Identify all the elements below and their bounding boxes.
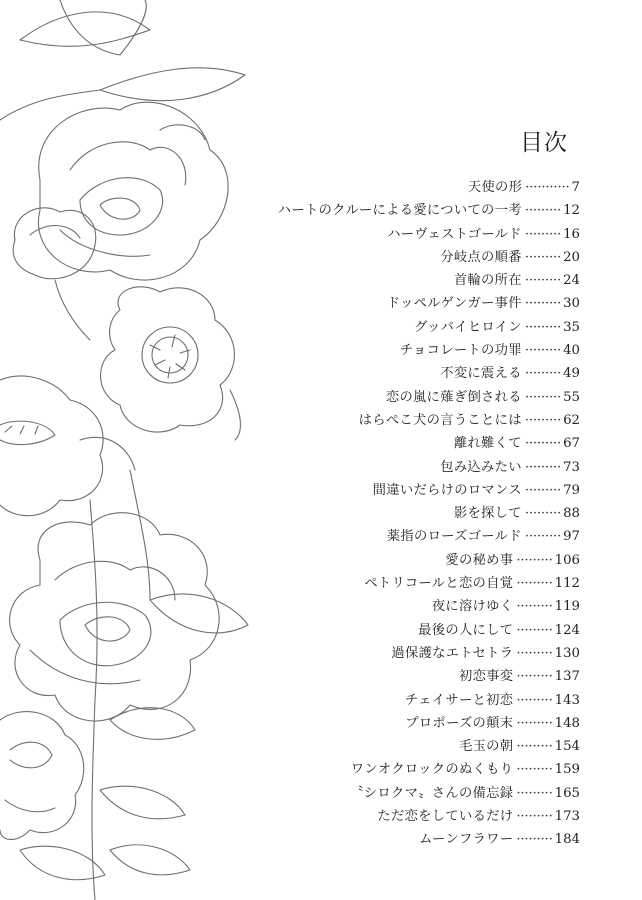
toc-entry-title: 分岐点の順番 [440,249,522,265]
toc-leader-dots: ········· [524,529,562,545]
toc-entry-page: 35 [563,319,580,335]
toc-leader-dots: ········· [516,762,553,778]
toc-leader-dots: ········· [516,669,553,685]
toc-entry-title: 不変に震える [440,366,522,382]
toc-entry [250,246,580,269]
toc-entry [250,619,580,642]
toc-leader-dots: ········· [524,226,562,242]
toc-entry-title: 過保護なエトセトラ [391,645,514,661]
toc-leader-dots: ········· [524,343,562,359]
toc-entry-page: 165 [554,785,580,801]
toc-entry [250,199,580,222]
toc-entry-title: ハートのクルーによる愛についての一考 [277,203,522,219]
toc-entry-page: 173 [554,809,580,825]
toc-entry [250,689,580,712]
toc-entry [250,316,580,339]
toc-entry [250,572,580,595]
toc-entry-page: 88 [563,506,580,522]
stem-2 [130,470,150,600]
toc-entry-page: 30 [563,296,580,312]
toc-leader-dots: ········· [524,482,562,498]
toc-leader-dots: ········· [524,249,562,265]
toc-entry [250,525,580,548]
toc-entry-title: 天使の形 [467,180,523,195]
peony-bloom-3 [0,376,135,516]
toc-entry [250,712,580,735]
toc-entry-title: 離れ難くて [453,436,522,452]
toc-entry-title: 最後の人にして [418,622,514,638]
toc-entry [250,339,580,362]
bottom-leaf-3 [110,845,190,875]
toc-entry [250,782,580,805]
toc-entry-title: ムーンフラワー [419,832,514,848]
peony-bloom-5 [0,712,84,840]
toc-heading: 目次 [520,130,568,156]
toc-entry-title: 包み込みたい [440,459,522,475]
peony-line-art-illustration [0,0,250,900]
top-stem [0,90,100,120]
bottom-leaf-1 [100,786,185,819]
toc-leader-dots: ········· [516,599,553,615]
toc-entry-page: 40 [563,343,580,359]
toc-entry-title: 間違いだらけのロマンス [372,482,522,498]
toc-entry [250,409,580,432]
toc-entry [250,176,580,199]
toc-entry-title: 初恋事変 [458,669,514,685]
peony-bloom-1 [38,102,228,280]
toc-entry-page: 7 [571,180,580,195]
toc-entry [250,362,580,385]
toc-entry [250,223,580,246]
toc-entry [250,269,580,292]
toc-leader-dots: ········· [524,436,562,452]
toc-leader-dots: ········· [516,552,553,568]
toc-entry-page: 62 [563,412,580,428]
toc-entry-title: 〝シロクマ〟さんの備忘録 [350,785,514,801]
toc-entry [250,642,580,665]
toc-entry-title: ドッペルゲンガー事件 [386,296,522,312]
toc-leader-dots: ········· [524,296,562,312]
toc-leader-dots: ········· [524,319,562,335]
toc-entry-page: 143 [554,692,580,708]
toc-entry [250,549,580,572]
toc-leader-dots: ········· [516,692,553,708]
toc-leader-dots: ········· [516,832,553,848]
toc-leader-dots: ········· [516,809,553,825]
toc-entry-page: 184 [554,832,580,848]
toc-entry-title: ハーヴェストゴールド [387,226,522,242]
toc-entry-title: プロポーズの顛末 [405,715,514,731]
toc-leader-dots: ········· [524,389,562,405]
toc-entry-page: 67 [563,436,580,452]
toc-entry [250,502,580,525]
toc-leader-dots: ········· [524,203,562,219]
toc-entry [250,292,580,315]
toc-leader-dots: ········· [516,622,553,638]
toc-entry-title: 愛の秘め事 [445,552,514,568]
toc-entry-title: 首輪の所在 [453,273,522,289]
toc-entry-title: 影を探して [453,506,522,522]
toc-leader-dots: ········· [516,715,553,731]
toc-entry-page: 148 [554,715,580,731]
toc-entry-page: 130 [554,645,580,661]
toc-entry-title: ただ恋をしているだけ [377,809,514,825]
toc-leader-dots: ········· [524,506,562,522]
stem-1 [90,500,97,900]
toc-leader-dots: ········· [516,785,553,801]
toc-entry-title: 薬指のローズゴールド [386,529,522,545]
toc-entry [250,479,580,502]
toc-entry-page: 124 [554,622,580,638]
toc-entry-title: 恋の嵐に薙ぎ倒される [385,389,522,405]
toc-leader-dots: ········· [516,645,553,661]
toc-entry-page: 154 [554,739,580,755]
toc-leader-dots: ········· [524,412,562,428]
toc-entry-page: 159 [554,762,580,778]
toc-entry-page: 24 [563,273,580,289]
toc-entry-page: 106 [554,552,580,568]
toc-entry-page: 12 [563,203,580,219]
toc-entry [250,386,580,409]
toc-leader-dots: ········· [524,459,562,475]
toc-entry-page: 55 [563,389,580,405]
toc-entry-title: ペトリコールと恋の自覚 [364,576,514,592]
toc-entry-title: チェイサーと初恋 [404,692,514,708]
toc-entry-title: はらぺこ犬の言うことには [358,412,522,428]
toc-leader-dots: ··········· [525,180,570,195]
toc-leader-dots: ········· [516,739,553,755]
toc-entry [250,456,580,479]
lower-leaf-1 [150,594,248,633]
toc-entry-page: 112 [554,576,580,592]
toc-entry-page: 16 [563,226,580,242]
toc-entry-page: 73 [563,459,580,475]
table-of-contents [250,176,580,852]
toc-leader-dots: ········· [524,366,562,382]
toc-entry-page: 119 [554,599,580,615]
toc-entry-page: 20 [563,249,580,265]
peony-bloom-4 [10,513,220,721]
top-leaf-2 [100,68,245,101]
toc-entry-title: ワンオクロックのぬくもり [350,762,514,778]
toc-entry [250,735,580,758]
toc-entry-page: 79 [563,482,580,498]
toc-entry-title: グッバイヒロイン [414,319,522,335]
toc-entry-page: 97 [563,529,580,545]
toc-entry [250,758,580,781]
toc-entry [250,595,580,618]
toc-entry [250,432,580,455]
toc-entry-title: チョコレートの功罪 [399,343,522,359]
toc-entry [250,828,580,851]
toc-entry-page: 49 [563,366,580,382]
peony-bloom-2 [101,287,241,440]
toc-entry-title: 夜に溶けゆく [431,599,514,615]
toc-entry-page: 137 [554,669,580,685]
toc-leader-dots: ········· [516,576,553,592]
toc-entry [250,805,580,828]
peony-bud [13,208,96,340]
toc-entry-title: 毛玉の朝 [458,739,514,755]
toc-leader-dots: ········· [524,273,562,289]
toc-entry [250,665,580,688]
